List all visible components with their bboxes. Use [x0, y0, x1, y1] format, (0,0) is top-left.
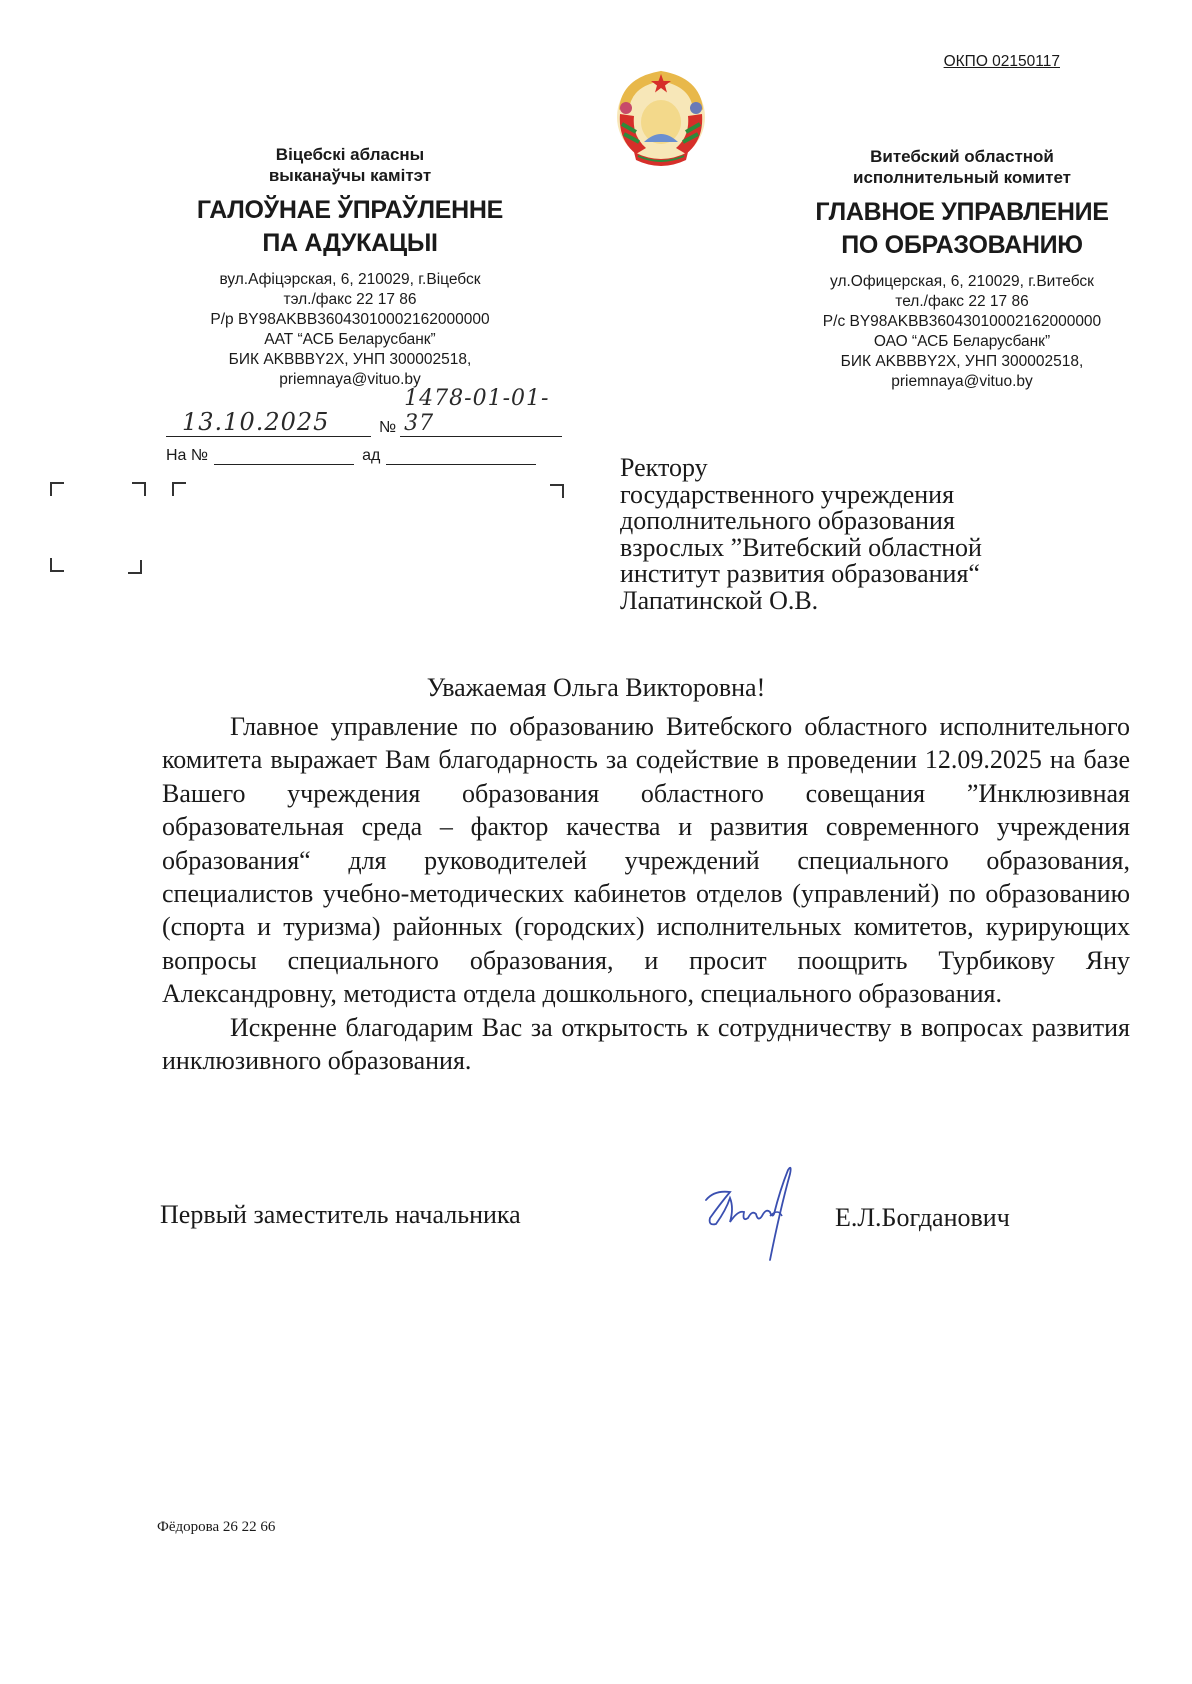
corner-mark: [50, 482, 64, 496]
org-email: priemnaya@vituo.by: [891, 373, 1033, 390]
org-bank: ОАО “АСБ Беларусбанк”: [873, 333, 1051, 350]
number-label: №: [379, 419, 397, 436]
registration-number: 1478-01-01-37: [404, 386, 550, 436]
org-bik: БИК AKBBBY2X, УНП 300002518,: [228, 351, 472, 368]
org-address: ул.Офицерская, 6, 210029, г.Витебск: [830, 273, 1094, 290]
ref-number-label: На №: [166, 447, 209, 464]
org-bik: БИК AKBBBY2X, УНП 300002518,: [840, 353, 1084, 370]
reference-line: [166, 447, 536, 465]
signatory-name: Е.Л.Богданович: [835, 1203, 1010, 1232]
body-paragraph: Искренне благодарим Вас за открытость к сотрудничеству в вопросах развития инклюзивного образования.: [162, 1012, 1130, 1076]
registration-date: 13.10.2025: [182, 408, 330, 436]
addressee-line: Лапатинской О.В.: [620, 585, 819, 615]
corner-mark: [50, 558, 64, 572]
addressee-block: [620, 455, 982, 614]
org-account: Р/р BY98AKBB36043010002162000000: [210, 311, 490, 328]
org-title: [140, 194, 560, 260]
signatory-title: Первый заместитель начальника: [160, 1200, 521, 1229]
org-account: Р/с BY98AKBB36043010002162000000: [822, 313, 1102, 330]
addressee-line: Ректору: [620, 453, 708, 482]
addressee-line: институт развития образования“: [620, 559, 980, 588]
org-contacts: [752, 272, 1172, 392]
body-paragraph: Главное управление по образованию Витебского областного исполнительного комитета выражает Вам благодарность за содействие в проведении 12.09.2025 на базе Вашего учреждения образования областного совещания ”Инклюзивная образовательная среда – фактор качества и развития современного учреждения образования“ для руководителей учреждений специального образования, специалистов учебно-методических кабинетов отделов (управлений) по образованию (спорта и туризма) районных (городских) исполнительных комитетов, курирующих вопросы специального образования, и просит поощрить Турбикову Яну Александровну, методиста отдела дошкольного, специального образования.: [162, 712, 1130, 1009]
org-parent-line2: исполнительный комитет: [853, 168, 1071, 187]
date-field: [166, 402, 371, 437]
org-bank: ААТ “АСБ Беларусбанк”: [264, 331, 436, 348]
org-title: [752, 196, 1172, 262]
registration-line: [166, 386, 562, 437]
okpo-code: ОКПО 02150117: [943, 53, 1060, 70]
org-parent-line1: Віцебскі абласны: [275, 145, 425, 164]
org-title-line1: ГАЛОЎНАЕ ЎПРАЎЛЕННЕ: [196, 196, 504, 224]
org-parent-line1: Витебский областной: [870, 147, 1054, 166]
executor-contact: Фёдорова 26 22 66: [157, 1519, 276, 1535]
org-phone: тэл./факс 22 17 86: [283, 291, 417, 308]
org-email: priemnaya@vituo.by: [279, 371, 421, 388]
org-title-line1: ГЛАВНОЕ УПРАВЛЕНИЕ: [815, 198, 1109, 226]
org-title-line2: ПО ОБРАЗОВАНИЮ: [841, 231, 1083, 259]
org-title-line2: ПА АДУКАЦЫІ: [262, 229, 438, 257]
header-belarusian: [140, 144, 560, 390]
ref-number-field: [214, 448, 354, 465]
addressee-line: взрослых ”Витебский областной: [620, 532, 982, 562]
org-parent-line2: выканаўчы камітэт: [268, 166, 432, 185]
number-field: [400, 386, 562, 437]
addressee-line: государственного учреждения: [620, 479, 955, 509]
corner-mark: [172, 482, 186, 496]
addressee-line: дополнительного образования: [620, 506, 955, 535]
handwritten-signature-icon: [700, 1160, 810, 1270]
header-russian: [752, 146, 1172, 392]
org-contacts: [140, 270, 560, 390]
corner-mark: [132, 482, 146, 496]
org-phone: тел./факс 22 17 86: [895, 293, 1029, 310]
corner-mark: [128, 560, 142, 574]
org-address: вул.Афіцэрская, 6, 210029, г.Віцебск: [219, 271, 481, 288]
salutation: Уважаемая Ольга Викторовна!: [426, 673, 766, 702]
ref-from-label: ад: [362, 447, 381, 464]
letter-body: [162, 710, 1130, 1077]
ref-date-field: [386, 448, 536, 465]
state-emblem-icon: [606, 62, 716, 172]
corner-mark: [550, 484, 564, 498]
